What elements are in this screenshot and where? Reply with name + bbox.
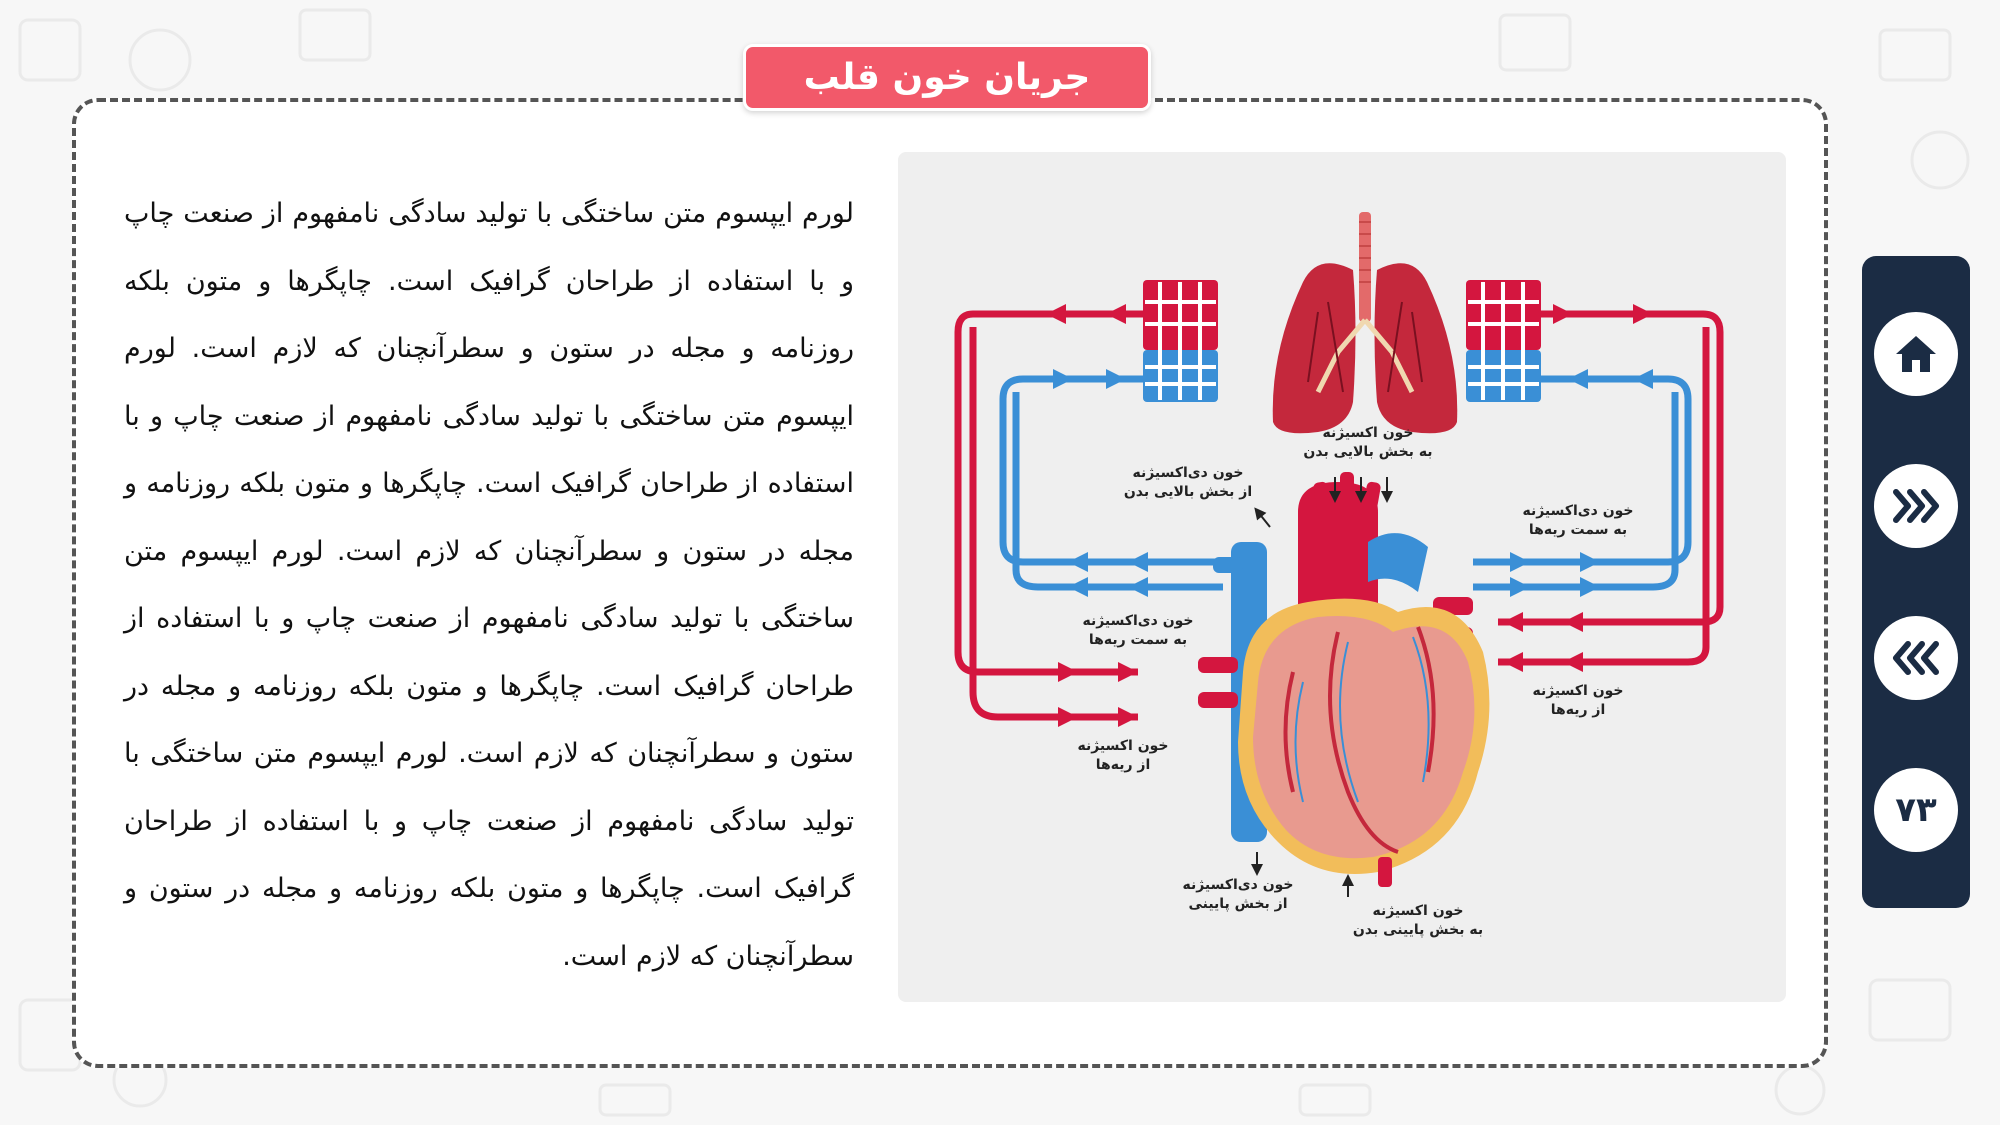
label-deoxygenated-from-lower-body: خون دی‌اکسیژنه از بخش پایینی [1182,877,1294,912]
page-number: ۷۳ [1895,790,1937,830]
chevrons-left-icon [1890,638,1942,678]
previous-page-button[interactable] [1874,616,1958,700]
heart [1198,472,1489,887]
heart-circulation-diagram [898,152,1786,1002]
label-oxygenated-from-lungs-left: خون اکسیژنه از ریه‌ها [1077,738,1169,773]
side-navigation [1862,256,1970,908]
next-page-button[interactable] [1874,464,1958,548]
label-oxygenated-from-lungs-right: خون اکسیژنه از ریه‌ها [1532,683,1624,718]
chevrons-right-icon [1890,486,1942,526]
label-deoxygenated-from-upper-body: خون دی‌اکسیژنه از بخش بالایی بدن [1123,465,1253,500]
home-button[interactable] [1874,312,1958,396]
title-banner [743,44,1151,111]
label-oxygenated-to-lower-body: خون اکسیژنه به بخش پایینی بدن [1352,903,1484,938]
lungs [1273,212,1458,433]
home-icon [1892,330,1940,378]
page-title: جریان خون قلب [803,57,1091,98]
page-number-badge [1874,768,1958,852]
label-deoxygenated-to-lungs-left: خون دی‌اکسیژنه به سمت ریه‌ها [1082,613,1194,648]
label-oxygenated-to-upper-body: خون اکسیژنه به بخش بالایی بدن [1303,425,1433,460]
label-deoxygenated-to-lungs-right: خون دی‌اکسیژنه به سمت ریه‌ها [1522,503,1634,538]
body-paragraph: لورم ایپسوم متن ساختگی با تولید سادگی نامفهوم از صنعت چاپ و با استفاده از طراحان گرافیک است. چاپگرها و متون بلکه روزنامه و مجله در ستون و سطرآنچنان که لازم است. لورم ایپسوم متن ساختگی با تولید سادگی نامفهوم از صنعت چاپ و با استفاده از طراحان گرافیک است. چاپگرها و متون بلکه روزنامه و مجله در ستون و سطرآنچنان که لازم است. لورم ایپسوم متن ساختگی با تولید سادگی نامفهوم از صنعت چاپ و با استفاده از طراحان گرافیک است. چاپگرها و متون بلکه روزنامه و مجله در ستون و سطرآنچنان که لازم است. لورم ایپسوم متن ساختگی با تولید سادگی نامفهوم از صنعت چاپ و با استفاده از طراحان گرافیک است. چاپگرها و متون بلکه روزنامه و مجله در ستون و سطرآنچنان که لازم است. [124,198,854,972]
